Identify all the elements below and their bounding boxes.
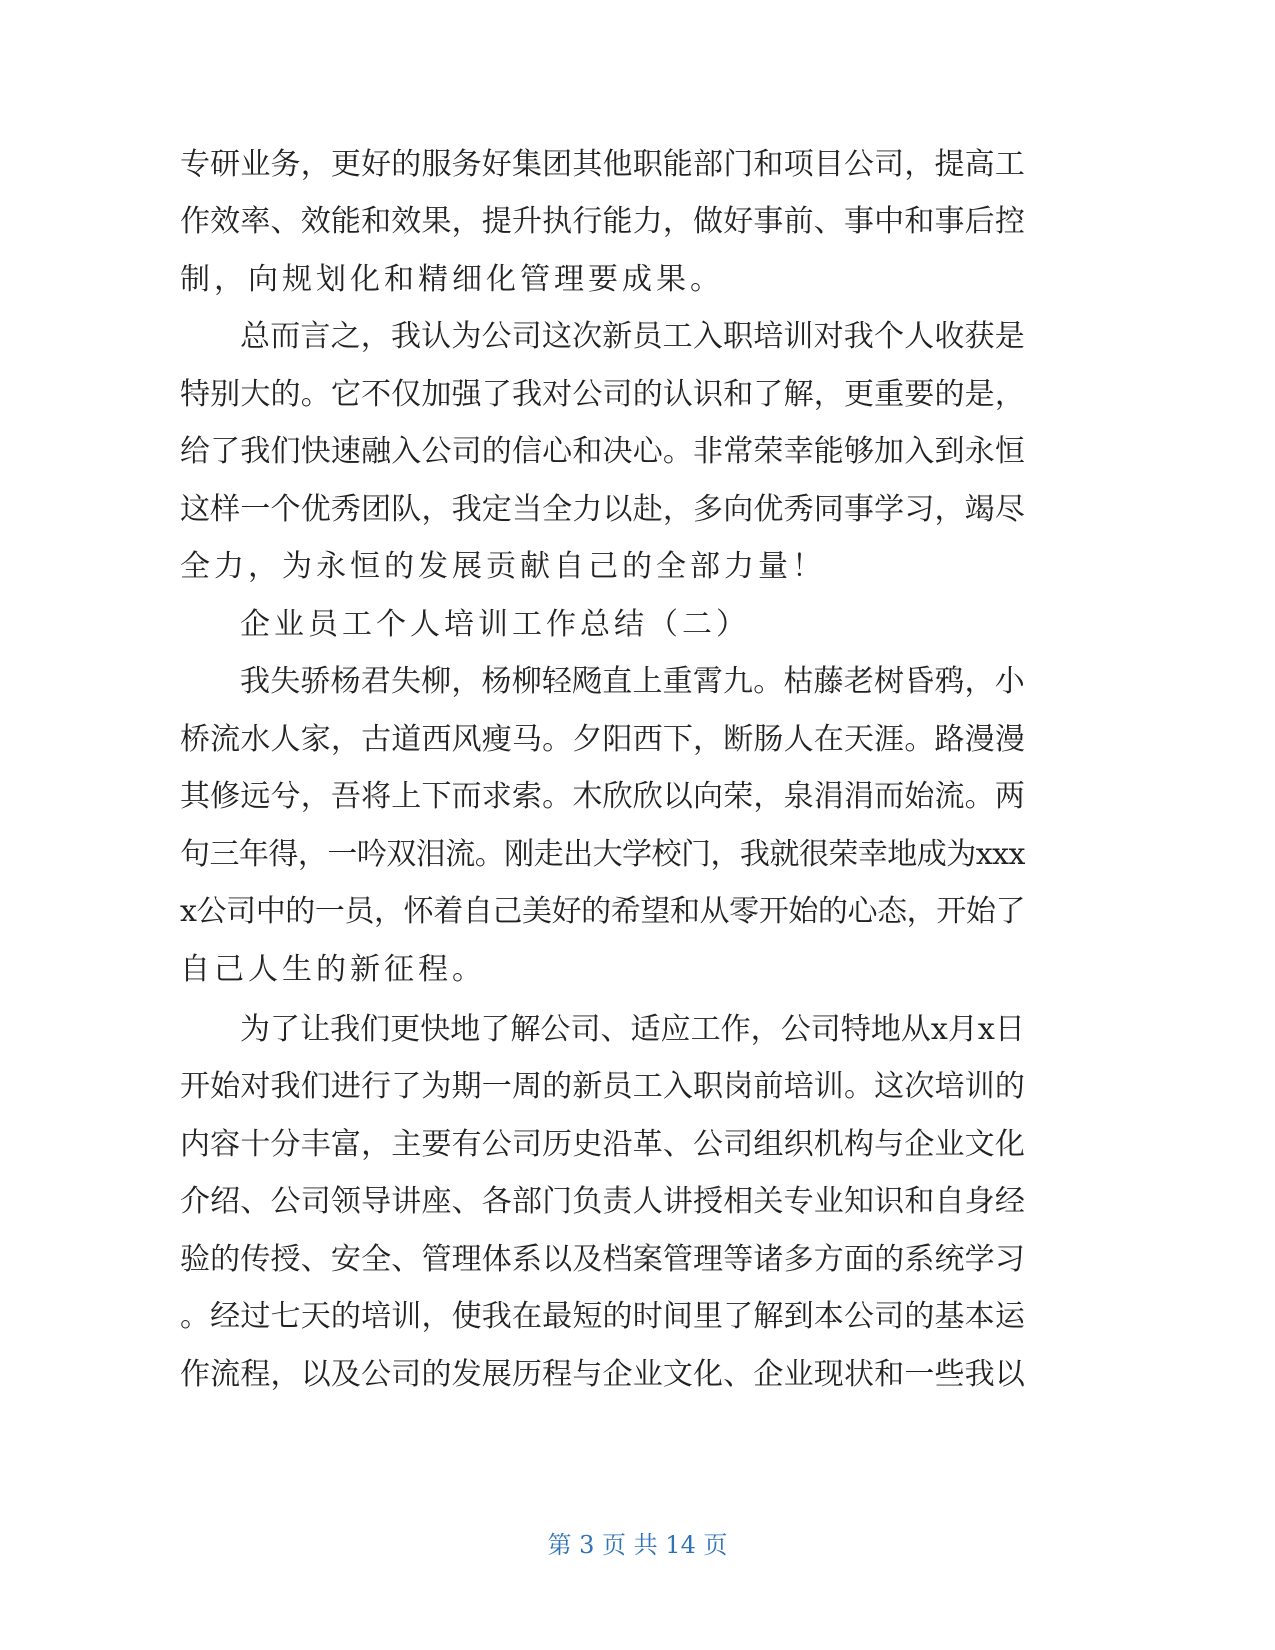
text-line: 作流程，以及公司的发展历程与企业文化、企业现状和一些我以 — [180, 1357, 1026, 1392]
text-line: 作效率、效能和效果，提升执行能力，做好事前、事中和事后控 — [180, 204, 1026, 239]
text-line: 句三年得，一吟双泪流。刚走出大学校门，我就很荣幸地成为xxx — [180, 837, 1025, 872]
text-line: 给了我们快速融入公司的信心和决心。非常荣幸能够加入到永恒 — [180, 434, 1026, 469]
text-line: 特别大的。它不仅加强了我对公司的认识和了解，更重要的是， — [180, 377, 1026, 412]
page-footer — [0, 1520, 1275, 1570]
text-line: 为了让我们更快地了解公司、适应工作，公司特地从x月x日 — [240, 1012, 1025, 1047]
text-line: 这样一个优秀团队，我定当全力以赴，多向优秀同事学习，竭尽 — [180, 492, 1026, 527]
text-line: 验的传授、安全、管理体系以及档案管理等诸多方面的系统学习 — [180, 1242, 1026, 1277]
text-line: 其修远兮，吾将上下而求索。木欣欣以向荣，泉涓涓而始流。两 — [180, 779, 1026, 814]
text-line: 自己人生的新征程。 — [180, 952, 486, 987]
text-line: 全力，为永恒的发展贡献自己的全部力量！ — [180, 549, 826, 584]
text-line: 开始对我们进行了为期一周的新员工入职岗前培训。这次培训的 — [180, 1069, 1026, 1104]
text-line: x公司中的一员，怀着自己美好的希望和从零开始的心态，开始了 — [180, 894, 1026, 929]
text-line: 我失骄杨君失柳，杨柳轻飏直上重霄九。枯藤老树昏鸦，小 — [240, 664, 1025, 699]
text-line: 介绍、公司领导讲座、各部门负责人讲授相关专业知识和自身经 — [180, 1184, 1026, 1219]
section-heading: 企业员工个人培训工作总结（二） — [240, 607, 750, 642]
text-line: 内容十分丰富，主要有公司历史沿革、公司组织机构与企业文化 — [180, 1127, 1026, 1162]
text-line: 专研业务，更好的服务好集团其他职能部门和项目公司，提高工 — [180, 147, 1026, 182]
text-line: 制，向规划化和精细化管理要成果。 — [180, 262, 724, 297]
text-line: 。经过七天的培训，使我在最短的时间里了解到本公司的基本运 — [180, 1299, 1026, 1334]
page-number: 第 3 页 共 14 页 — [547, 1531, 728, 1559]
text-line: 总而言之，我认为公司这次新员工入职培训对我个人收获是 — [240, 319, 1025, 354]
text-line: 桥流水人家，古道西风瘦马。夕阳西下，断肠人在天涯。路漫漫 — [180, 722, 1026, 757]
